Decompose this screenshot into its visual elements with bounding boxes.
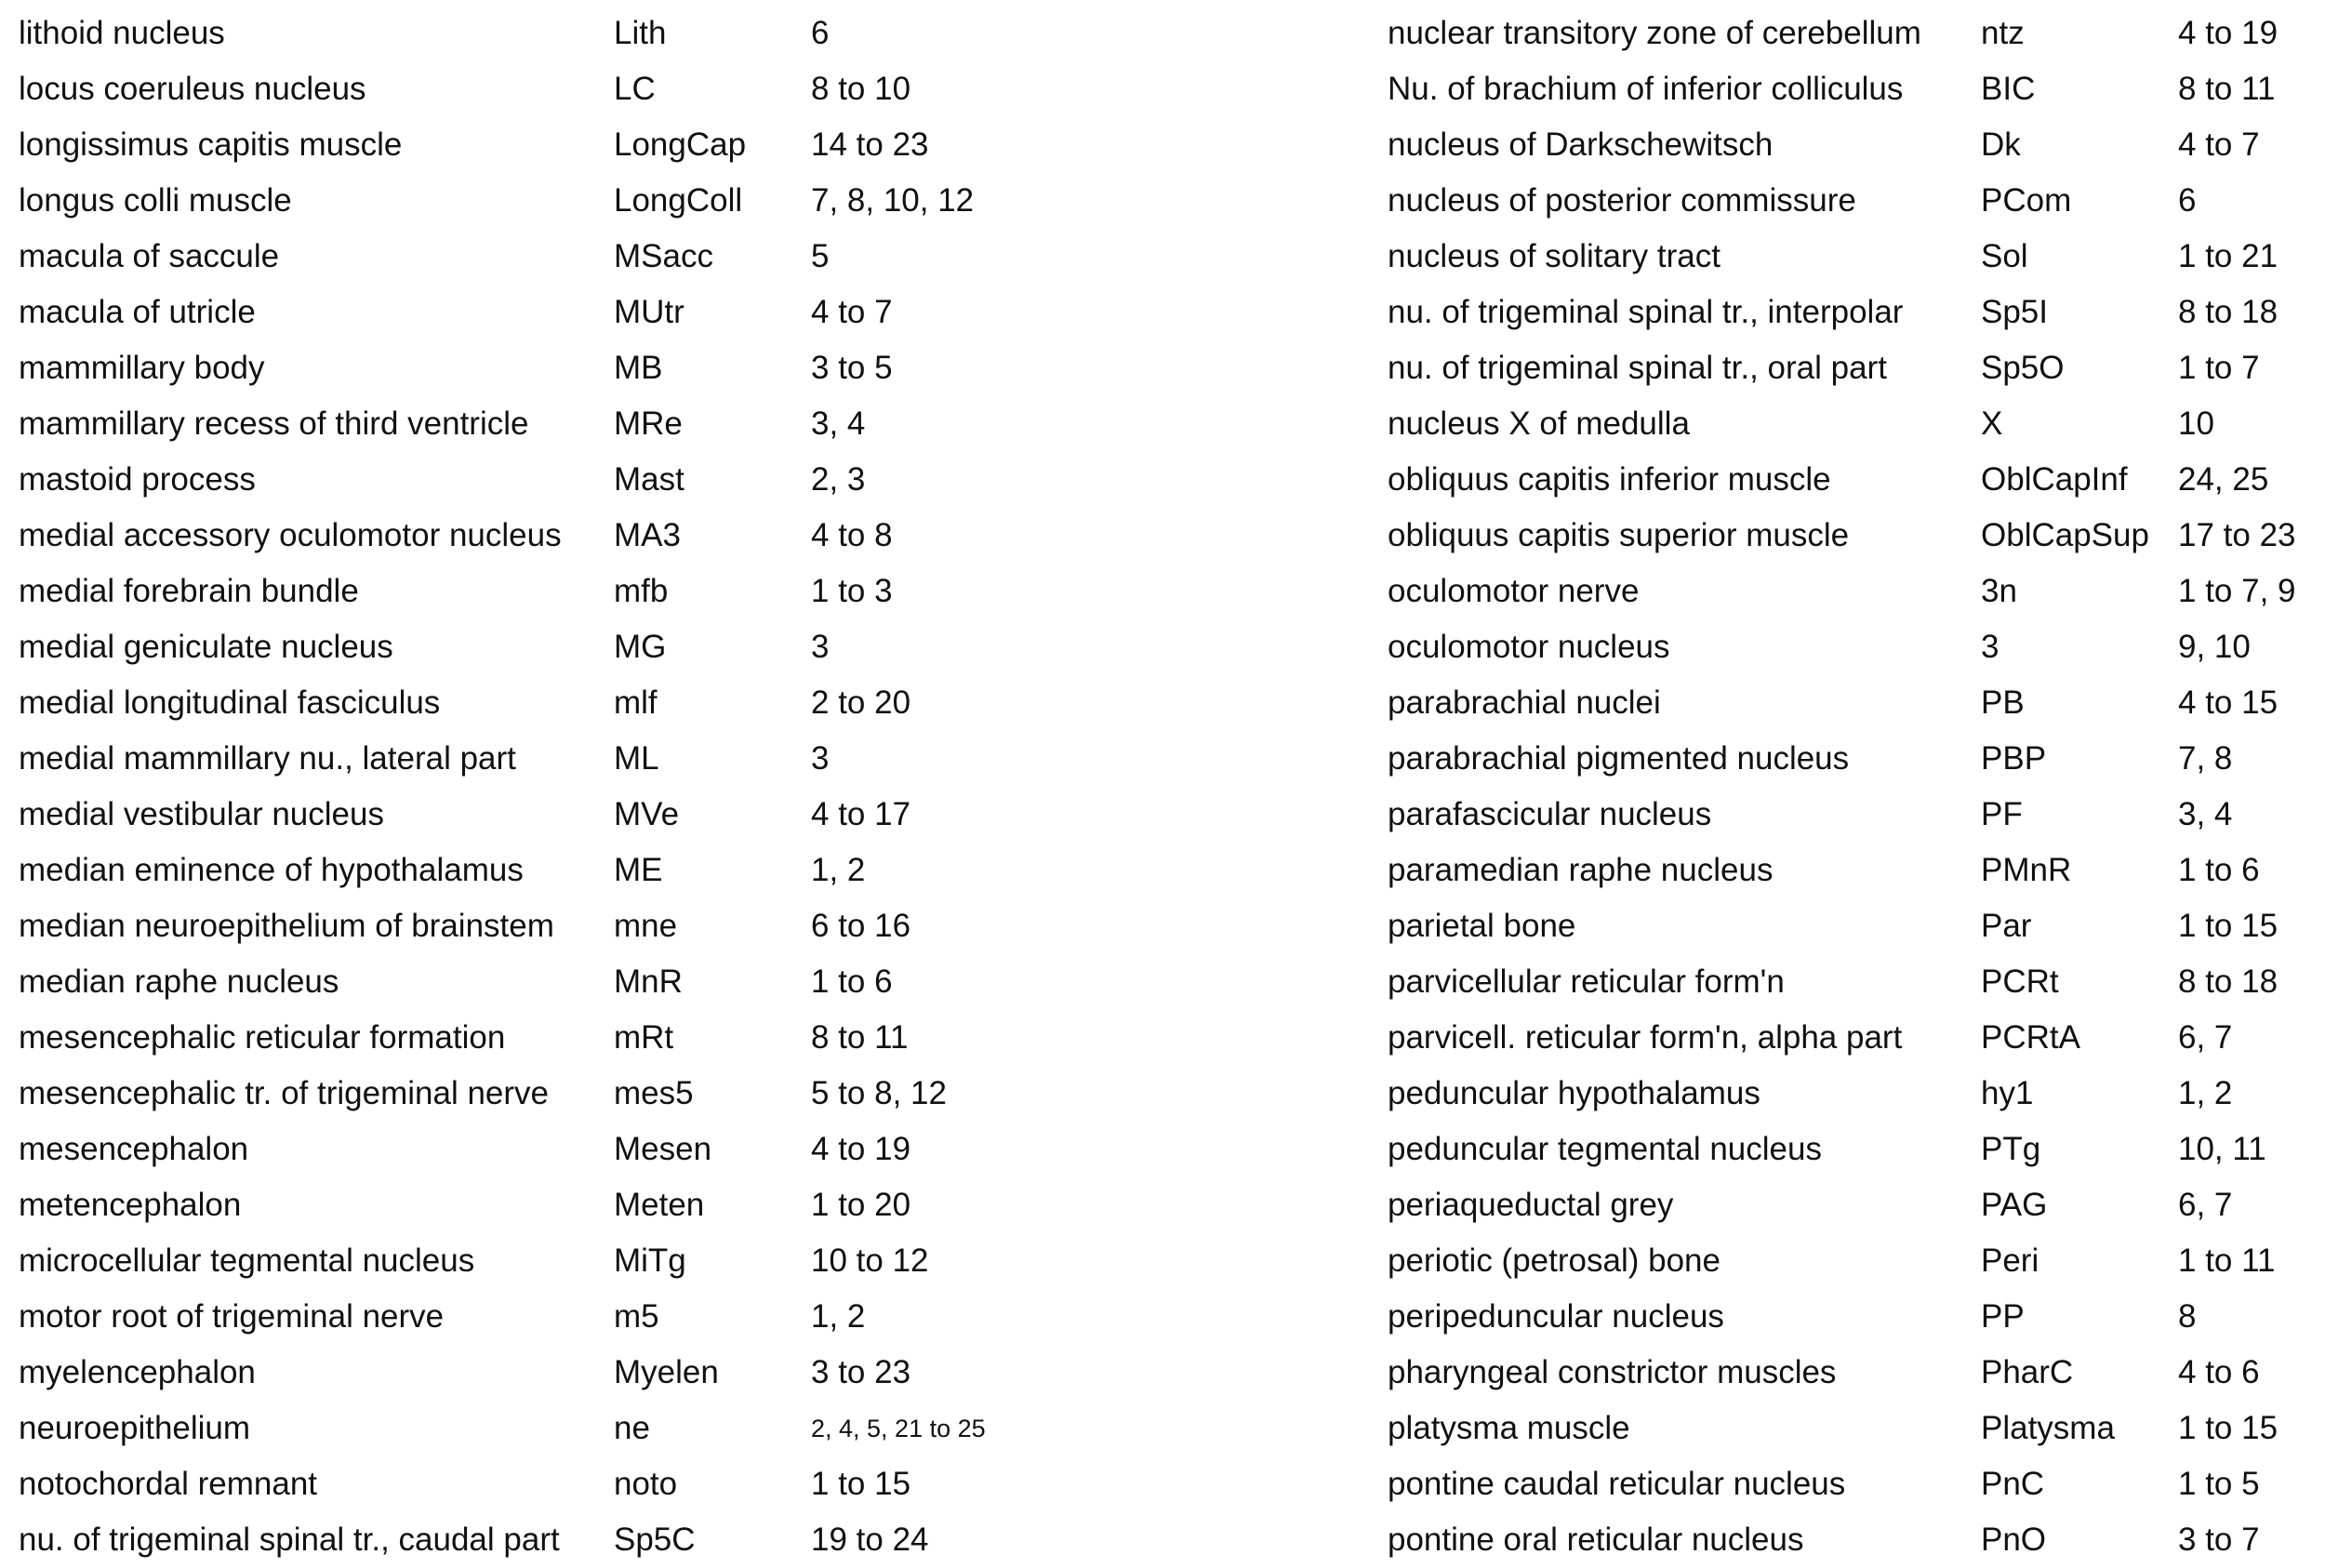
structure-pages: 8 to 10 <box>811 71 911 107</box>
structure-pages: 7, 8 <box>2178 740 2233 777</box>
structure-pages: 3 <box>811 629 830 665</box>
structure-name: lithoid nucleus <box>19 15 225 51</box>
structure-abbr: hy1 <box>1981 1075 2034 1111</box>
structure-abbr: Lith <box>614 15 667 51</box>
structure-name: notochordal remnant <box>19 1466 318 1502</box>
structure-abbr: PB <box>1981 684 2025 721</box>
structure-pages: 3, 4 <box>811 405 866 442</box>
structure-name: neuroepithelium <box>19 1410 251 1446</box>
structure-name: nucleus of solitary tract <box>1388 238 1720 274</box>
structure-name: periaqueductal grey <box>1388 1187 1674 1223</box>
structure-pages: 6, 7 <box>2178 1019 2233 1056</box>
structure-pages: 2, 3 <box>811 461 866 498</box>
structure-abbr: noto <box>614 1466 678 1502</box>
structure-pages: 3 <box>811 740 830 777</box>
structure-abbr: PF <box>1981 796 2023 832</box>
structure-name: longissimus capitis muscle <box>19 126 403 163</box>
structure-pages: 10 to 12 <box>811 1242 929 1279</box>
structure-name: periotic (petrosal) bone <box>1388 1242 1720 1279</box>
structure-abbr: Meten <box>614 1187 705 1223</box>
structure-pages: 1 to 3 <box>811 573 893 609</box>
structure-name: Nu. of brachium of inferior colliculus <box>1388 71 1904 107</box>
structure-pages: 2, 4, 5, 21 to 25 <box>811 1415 986 1442</box>
structure-pages: 19 to 24 <box>811 1521 929 1558</box>
structure-pages: 1, 2 <box>811 852 866 888</box>
structure-abbr: PTg <box>1981 1131 2041 1167</box>
structure-pages: 17 to 23 <box>2178 517 2296 553</box>
structure-abbr: Sp5C <box>614 1521 696 1558</box>
structure-name: mesencephalon <box>19 1131 249 1167</box>
structure-pages: 1 to 20 <box>811 1187 911 1223</box>
structure-abbr: 3 <box>1981 629 2000 665</box>
structure-name: mesencephalic reticular formation <box>19 1019 506 1056</box>
structure-name: pontine caudal reticular nucleus <box>1388 1466 1846 1502</box>
structure-pages: 8 to 18 <box>2178 294 2278 330</box>
structure-pages: 6 <box>2178 182 2197 219</box>
structure-abbr: PAG <box>1981 1187 2048 1223</box>
structure-abbr: MA3 <box>614 517 681 553</box>
structure-name: obliquus capitis superior muscle <box>1388 517 1850 553</box>
structure-name: microcellular tegmental nucleus <box>19 1242 475 1279</box>
structure-pages: 7, 8, 10, 12 <box>811 182 975 219</box>
structure-name: parabrachial pigmented nucleus <box>1388 740 1850 777</box>
structure-abbr: Par <box>1981 908 2032 944</box>
structure-abbr: ne <box>614 1410 650 1446</box>
structure-name: longus colli muscle <box>19 182 292 219</box>
structure-name: medial geniculate nucleus <box>19 629 393 665</box>
structure-abbr: MB <box>614 350 663 386</box>
structure-pages: 8 to 18 <box>2178 963 2278 1000</box>
structure-name: macula of saccule <box>19 238 280 274</box>
structure-pages: 1 to 21 <box>2178 238 2278 274</box>
structure-pages: 4 to 7 <box>811 294 893 330</box>
structure-abbr: MVe <box>614 796 680 832</box>
structure-name: peduncular hypothalamus <box>1388 1075 1760 1111</box>
structure-abbr: PharC <box>1981 1354 2074 1390</box>
structure-abbr: Peri <box>1981 1242 2039 1279</box>
structure-abbr: mRt <box>614 1019 674 1056</box>
structure-name: medial longitudinal fasciculus <box>19 684 441 721</box>
structure-pages: 5 <box>811 238 830 274</box>
structure-pages: 6 <box>811 15 830 51</box>
structure-name: mammillary recess of third ventricle <box>19 405 529 442</box>
structure-pages: 1 to 15 <box>811 1466 911 1502</box>
structure-name: median raphe nucleus <box>19 963 339 1000</box>
structure-pages: 1 to 15 <box>2178 1410 2278 1446</box>
structure-pages: 4 to 19 <box>811 1131 911 1167</box>
structure-abbr: PBP <box>1981 740 2047 777</box>
structure-name: median eminence of hypothalamus <box>19 852 524 888</box>
structure-abbr: PCom <box>1981 182 2072 219</box>
structure-abbr: ntz <box>1981 15 2025 51</box>
structure-name: nucleus of Darkschewitsch <box>1388 126 1774 163</box>
structure-name: parvicell. reticular form'n, alpha part <box>1388 1019 1903 1056</box>
structure-pages: 8 to 11 <box>811 1019 909 1056</box>
structure-abbr: Sol <box>1981 238 2028 274</box>
structure-name: nu. of trigeminal spinal tr., interpolar <box>1388 294 1904 330</box>
structure-pages: 3 to 5 <box>811 350 893 386</box>
structure-abbr: PMnR <box>1981 852 2072 888</box>
structure-name: mesencephalic tr. of trigeminal nerve <box>19 1075 549 1111</box>
structure-abbr: mlf <box>614 684 658 721</box>
structure-abbr: BIC <box>1981 71 2036 107</box>
structure-name: paramedian raphe nucleus <box>1388 852 1774 888</box>
structure-pages: 3 to 7 <box>2178 1521 2260 1558</box>
structure-pages: 1 to 15 <box>2178 908 2278 944</box>
structure-abbr: Platysma <box>1981 1410 2115 1446</box>
structure-name: median neuroepithelium of brainstem <box>19 908 554 944</box>
structure-name: medial vestibular nucleus <box>19 796 384 832</box>
structure-abbr: Sp5I <box>1981 294 2048 330</box>
structure-abbr: Myelen <box>614 1354 719 1390</box>
structure-name: parvicellular reticular form'n <box>1388 963 1785 1000</box>
structure-abbr: ME <box>614 852 663 888</box>
structure-name: medial forebrain bundle <box>19 573 359 609</box>
structure-pages: 2 to 20 <box>811 684 911 721</box>
structure-abbr: mes5 <box>614 1075 694 1111</box>
structure-name: macula of utricle <box>19 294 256 330</box>
structure-name: parietal bone <box>1388 908 1576 944</box>
structure-name: pharyngeal constrictor muscles <box>1388 1354 1837 1390</box>
structure-pages: 1 to 7 <box>2178 350 2260 386</box>
structure-pages: 4 to 17 <box>811 796 911 832</box>
structure-name: oculomotor nucleus <box>1388 629 1670 665</box>
structure-abbr: Mesen <box>614 1131 712 1167</box>
structure-abbr: MnR <box>614 963 683 1000</box>
structure-pages: 1 to 11 <box>2178 1242 2276 1279</box>
structure-name: peripeduncular nucleus <box>1388 1298 1724 1335</box>
structure-name: nucleus X of medulla <box>1388 405 1690 442</box>
structure-name: nu. of trigeminal spinal tr., caudal part <box>19 1521 560 1558</box>
structure-abbr: mne <box>614 908 678 944</box>
structure-pages: 10 <box>2178 405 2214 442</box>
structure-pages: 6, 7 <box>2178 1187 2233 1223</box>
structure-abbr: MG <box>614 629 667 665</box>
structure-name: platysma muscle <box>1388 1410 1630 1446</box>
structure-abbr: X <box>1981 405 2003 442</box>
structure-abbr: MSacc <box>614 238 713 274</box>
structure-pages: 3 to 23 <box>811 1354 911 1390</box>
structure-abbr: LongCap <box>614 126 747 163</box>
structure-name: medial mammillary nu., lateral part <box>19 740 516 777</box>
structure-name: nu. of trigeminal spinal tr., oral part <box>1388 350 1887 386</box>
structure-pages: 1, 2 <box>811 1298 866 1335</box>
structure-pages: 4 to 8 <box>811 517 893 553</box>
structure-name: metencephalon <box>19 1187 242 1223</box>
structure-name: peduncular tegmental nucleus <box>1388 1131 1822 1167</box>
structure-pages: 4 to 19 <box>2178 15 2278 51</box>
structure-abbr: PnO <box>1981 1521 2047 1558</box>
structure-abbr: PnC <box>1981 1466 2045 1502</box>
structure-pages: 4 to 7 <box>2178 126 2260 163</box>
structure-name: nucleus of posterior commissure <box>1388 182 1856 219</box>
structure-abbr: mfb <box>614 573 669 609</box>
structure-abbr: OblCapInf <box>1981 461 2128 498</box>
structure-name: nuclear transitory zone of cerebellum <box>1388 15 1921 51</box>
structure-name: parabrachial nuclei <box>1388 684 1661 721</box>
structure-pages: 6 to 16 <box>811 908 911 944</box>
structure-pages: 4 to 15 <box>2178 684 2278 721</box>
structure-pages: 24, 25 <box>2178 461 2269 498</box>
structure-abbr: MiTg <box>614 1242 686 1279</box>
structure-pages: 3, 4 <box>2178 796 2233 832</box>
structure-pages: 9, 10 <box>2178 629 2251 665</box>
structure-abbr: m5 <box>614 1298 659 1335</box>
structure-abbr: OblCapSup <box>1981 517 2149 553</box>
structure-abbr: ML <box>614 740 659 777</box>
structure-name: oculomotor nerve <box>1388 573 1640 609</box>
structure-abbr: PP <box>1981 1298 2025 1335</box>
structure-name: medial accessory oculomotor nucleus <box>19 517 562 553</box>
structure-pages: 1 to 7, 9 <box>2178 573 2296 609</box>
structure-pages: 4 to 6 <box>2178 1354 2260 1390</box>
structure-abbr: LC <box>614 71 656 107</box>
structure-name: pontine oral reticular nucleus <box>1388 1521 1804 1558</box>
structure-abbr: PCRt <box>1981 963 2059 1000</box>
structure-name: parafascicular nucleus <box>1388 796 1712 832</box>
structure-abbr: Sp5O <box>1981 350 2065 386</box>
structure-name: myelencephalon <box>19 1354 256 1390</box>
structure-abbr: Mast <box>614 461 684 498</box>
structure-abbr: LongColl <box>614 182 743 219</box>
structure-pages: 1, 2 <box>2178 1075 2233 1111</box>
structure-name: motor root of trigeminal nerve <box>19 1298 445 1335</box>
structure-abbr: MRe <box>614 405 683 442</box>
structure-name: mastoid process <box>19 461 256 498</box>
structure-abbr: 3n <box>1981 573 2017 609</box>
structure-pages: 14 to 23 <box>811 126 929 163</box>
structure-pages: 5 to 8, 12 <box>811 1075 947 1111</box>
structure-abbr: Dk <box>1981 126 2021 163</box>
structure-name: obliquus capitis inferior muscle <box>1388 461 1831 498</box>
structure-abbr: PCRtA <box>1981 1019 2080 1056</box>
structure-abbr: MUtr <box>614 294 684 330</box>
structure-pages: 8 <box>2178 1298 2197 1335</box>
structure-name: mammillary body <box>19 350 265 386</box>
structure-pages: 1 to 6 <box>2178 852 2260 888</box>
structure-pages: 1 to 5 <box>2178 1466 2260 1502</box>
structure-pages: 10, 11 <box>2178 1131 2266 1167</box>
structure-pages: 1 to 6 <box>811 963 893 1000</box>
structure-pages: 8 to 11 <box>2178 71 2276 107</box>
structure-name: locus coeruleus nucleus <box>19 71 366 107</box>
